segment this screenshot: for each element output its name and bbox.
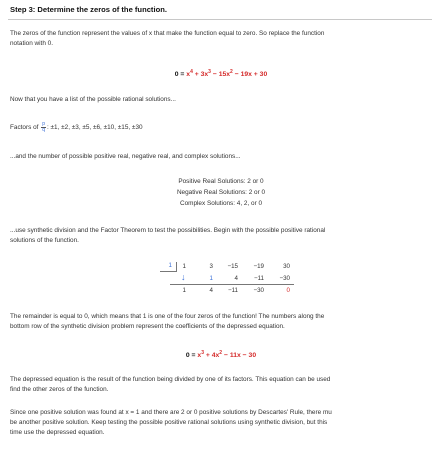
depressed-equation bbox=[0, 350, 442, 359]
factors-label: Factors of bbox=[10, 124, 39, 132]
factors-line bbox=[10, 122, 143, 133]
equation2-term2: + 4x bbox=[203, 352, 220, 359]
row1-cell-3: −15 bbox=[227, 263, 238, 270]
equation1-term1: x bbox=[186, 71, 191, 78]
synthetic-divisor: 1 bbox=[168, 262, 172, 269]
sum-line bbox=[170, 284, 294, 285]
equation1-term3: − 15x bbox=[210, 71, 231, 78]
synthetic-intro-line-1: ...use synthetic division and the Factor Theorem to test the possibilities. Begin with the possible positive rational bbox=[10, 227, 326, 234]
equation1-lhs: 0 = bbox=[174, 71, 187, 78]
row1-cell-4: −19 bbox=[253, 263, 264, 270]
negative-real-count: Negative Real Solutions: 2 or 0 bbox=[176, 189, 266, 196]
fraction-denominator: q bbox=[42, 127, 45, 133]
title-divider bbox=[8, 19, 432, 20]
equation2-lhs: 0 = bbox=[185, 352, 198, 359]
remainder-text-line-2: bottom row of the synthetic division problem represent the coefficients of the depressed equation. bbox=[10, 323, 285, 330]
row2-cell-4: −30 bbox=[279, 275, 290, 282]
row2-cell-3: −11 bbox=[253, 275, 264, 282]
equation1-term2: + 3x bbox=[192, 71, 209, 78]
synthetic-division bbox=[0, 262, 442, 302]
factors-values: : ±1, ±2, ±3, ±5, ±6, ±10, ±15, ±30 bbox=[46, 124, 143, 132]
equation2-exp2: 2 bbox=[219, 350, 223, 356]
depressed-text-line-1: The depressed equation is the result of the function being divided by one of its factors. This equation can be used bbox=[10, 376, 331, 383]
positive-real-count: Positive Real Solutions: 2 or 0 bbox=[178, 178, 264, 185]
row3-cell-3: −11 bbox=[227, 287, 238, 294]
row1-cell-1: 1 bbox=[182, 263, 186, 270]
final-text-line-2: be another positive solution. Keep testing the possible positive rational solutions using synthetic division, but this bbox=[10, 419, 328, 426]
equation1-term4: − 19x + 30 bbox=[232, 71, 268, 78]
divisor-underline bbox=[160, 271, 176, 272]
complex-count: Complex Solutions: 4, 2, or 0 bbox=[179, 200, 263, 207]
equation1-exp1: 4 bbox=[190, 69, 193, 75]
p-over-q-fraction bbox=[41, 122, 46, 133]
remainder-cell: 0 bbox=[286, 287, 290, 294]
synthetic-intro-line-2: solutions of the function. bbox=[10, 237, 79, 244]
equation1-exp3: 2 bbox=[230, 69, 233, 75]
intro-line-2: notation with 0. bbox=[10, 40, 53, 47]
row3-cell-1: 1 bbox=[182, 287, 186, 294]
step-title: Step 3: Determine the zeros of the function. bbox=[10, 5, 167, 14]
row1-cell-5: 30 bbox=[283, 263, 290, 270]
row2-cell-1: 1 bbox=[209, 275, 213, 282]
intro-line-1: The zeros of the function represent the values of x that make the function equal to zero. So replace the function bbox=[10, 30, 325, 37]
final-text-line-3: time use the depressed equation. bbox=[10, 429, 105, 436]
fraction-numerator: p bbox=[42, 121, 45, 127]
bring-down-arrow-icon: ↓ bbox=[181, 272, 186, 282]
depressed-text-line-2: find the other zeros of the function. bbox=[10, 386, 109, 393]
count-intro: ...and the number of possible positive real, negative real, and complex solutions... bbox=[10, 153, 241, 160]
equation1-exp2: 3 bbox=[208, 69, 211, 75]
equation2-term3: − 11x − 30 bbox=[222, 352, 257, 359]
row3-cell-2: 4 bbox=[209, 287, 213, 294]
equation2-term1: x bbox=[197, 352, 202, 359]
list-intro: Now that you have a list of the possible rational solutions... bbox=[10, 96, 176, 103]
row1-cell-2: 3 bbox=[209, 263, 213, 270]
equation2-exp1: 3 bbox=[201, 350, 204, 356]
final-text-line-1: Since one positive solution was found at x = 1 and there are 2 or 0 positive solutions by Descartes' Rule, there mu bbox=[10, 409, 332, 416]
row3-cell-4: −30 bbox=[253, 287, 264, 294]
remainder-text-line-1: The remainder is equal to 0, which means that 1 is one of the four zeros of the function! The numbers along the bbox=[10, 313, 325, 320]
row2-cell-2: 4 bbox=[234, 275, 238, 282]
polynomial-equation bbox=[0, 69, 442, 78]
